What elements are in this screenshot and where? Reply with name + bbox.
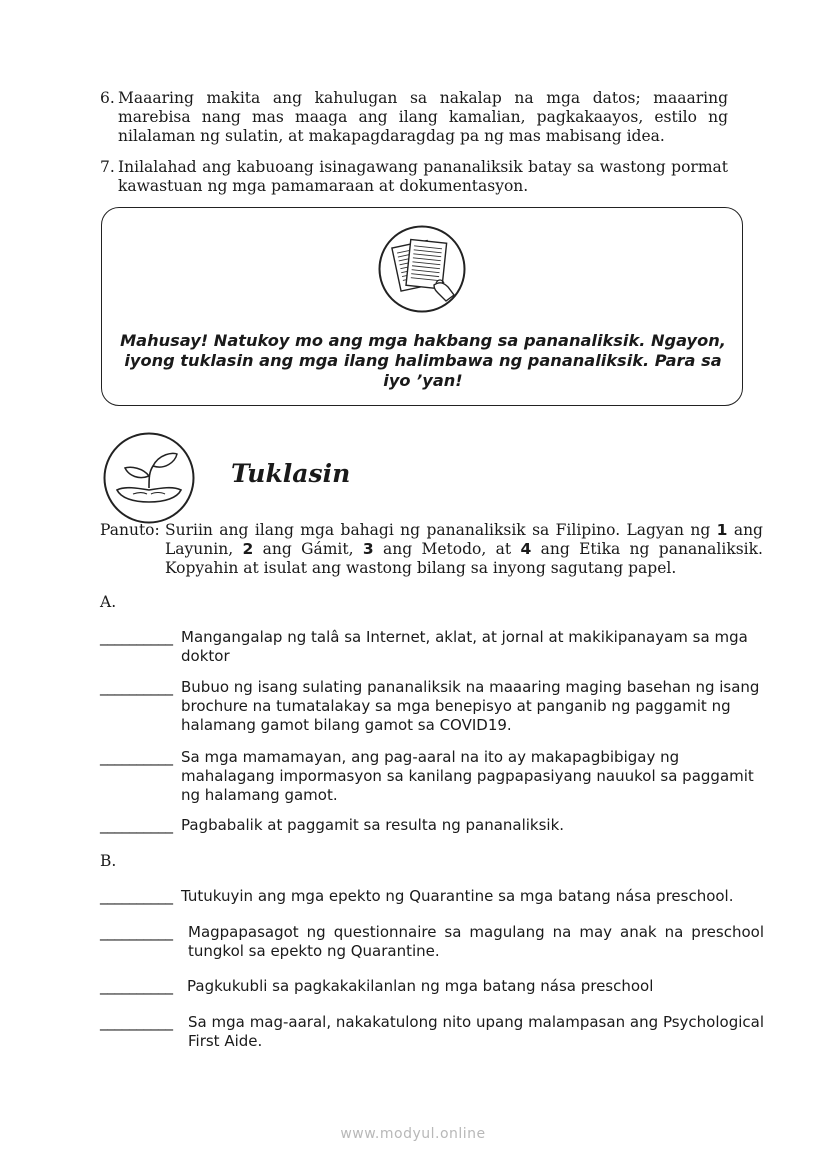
answer-text: Tutukuyin ang mga epekto ng Quarantine sa mga batang nása preschool.: [181, 887, 734, 905]
answer-blank[interactable]: __________: [100, 1013, 173, 1031]
answer-blank[interactable]: __________: [100, 887, 173, 905]
list-item-6: [100, 89, 728, 146]
section-title: Tuklasin: [231, 459, 351, 488]
answer-blank[interactable]: __________: [100, 628, 173, 646]
callout-line: Mahusay! Natukoy mo ang mga hakbang sa pananaliksik. Ngayon,: [120, 331, 726, 350]
answer-text: Mangangalap ng talâ sa Internet, aklat, at jornal at makikipanayam sa mga doktor: [181, 628, 748, 665]
callout-line: iyo ’yan!: [383, 371, 463, 390]
answer-blank[interactable]: __________: [100, 816, 173, 834]
list-text: Inilalahad ang kabuoang isinagawang pananaliksik batay sa wastong pormat kawastuan ng mga pamamaraan at dokumentasyon.: [118, 158, 728, 195]
answer-text: Pagbabalik at paggamit sa resulta ng pananaliksik.: [181, 816, 565, 834]
answer-item: [100, 678, 764, 735]
answer-item: [100, 748, 764, 805]
directions-label: Panuto:: [100, 521, 160, 539]
list-number: 6.: [100, 89, 115, 107]
answer-item: [100, 628, 764, 666]
answer-blank[interactable]: __________: [100, 923, 173, 941]
answer-item: [100, 923, 764, 961]
list-item-7: [100, 158, 728, 196]
part-a-label: A.: [100, 593, 117, 611]
directions-number: 3: [362, 540, 374, 558]
callout-line: iyong tuklasin ang mga ilang halimbawa ng pananaliksik. Para sa: [124, 351, 722, 370]
answer-text: Bubuo ng isang sulating pananaliksik na maaaring maging basehan ng isang brochure na tumatalakay sa mga benepisyo at panganib ng paggamit ng halamang gamot bilang gamot sa COVID19.: [181, 678, 760, 734]
directions-part: ang Metodo, at: [383, 540, 512, 558]
list-text: Maaaring makita ang kahulugan sa nakalap na mga datos; maaaring marebisa nang mas maaga ang ilang kamalian, pagkakaayos, estilo ng nilalaman ng sulatin, at makapagdaragdag pa ng mas mabisang idea.: [118, 89, 728, 145]
seedling-in-hands-icon: [103, 432, 195, 524]
part-b-label: B.: [100, 852, 117, 870]
documents-in-hand-icon: [378, 225, 466, 313]
answer-blank[interactable]: __________: [100, 748, 173, 766]
directions-part: Suriin ang ilang mga bahagi ng pananaliksik sa Filipino. Lagyan ng: [165, 521, 711, 539]
answer-blank[interactable]: __________: [100, 678, 173, 696]
answer-blank[interactable]: __________: [100, 977, 173, 995]
callout-message: [118, 331, 728, 391]
directions-part: ang Layunin,: [165, 521, 763, 558]
directions-text: [165, 521, 763, 578]
list-number: 7.: [100, 158, 115, 176]
footer-watermark: www.modyul.online: [340, 1126, 486, 1142]
directions-part: ang Gámit,: [262, 540, 354, 558]
answer-item: [100, 887, 764, 906]
directions-number: 2: [242, 540, 254, 558]
answer-item: [100, 816, 764, 835]
answer-text: Sa mga mag-aaral, nakakatulong nito upang malampasan ang Psychological First Aide.: [188, 1013, 764, 1050]
directions-number: 4: [520, 540, 532, 558]
directions-part: ang Etika ng pananaliksik. Kopyahin at isulat ang wastong bilang sa inyong sagutang papel.: [165, 540, 763, 577]
answer-text: Sa mga mamamayan, ang pag-aaral na ito ay makapagbibigay ng mahalagang impormasyon sa kanilang pagpapasiyang nauukol sa paggamit ng halamang gamot.: [181, 748, 754, 804]
answer-text: Pagkukubli sa pagkakakilanlan ng mga batang nása preschool: [187, 977, 654, 995]
directions-number: 1: [716, 521, 728, 539]
answer-item: [100, 1013, 764, 1051]
answer-text: Magpapasagot ng questionnaire sa magulang na may anak na preschool tungkol sa epekto ng Quarantine.: [188, 923, 764, 960]
answer-item: [100, 977, 764, 996]
